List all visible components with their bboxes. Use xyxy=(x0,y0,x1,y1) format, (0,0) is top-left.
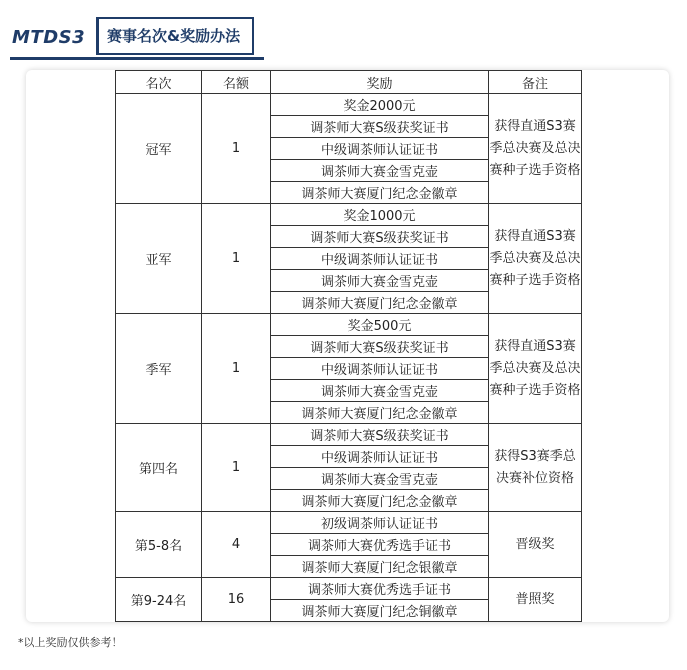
note-cell: 普照奖 xyxy=(489,578,582,622)
rank-cell: 亚军 xyxy=(116,204,202,314)
table-row xyxy=(116,424,582,446)
quota-cell: 4 xyxy=(202,512,271,578)
reward-cell: 初级调茶师认证证书 xyxy=(271,512,489,534)
reward-cell: 中级调茶师认证证书 xyxy=(271,248,489,270)
header-quota: 名额 xyxy=(202,71,271,94)
reward-cell: 调茶师大赛金雪克壶 xyxy=(271,270,489,292)
header-underline xyxy=(10,57,264,60)
reward-cell: 奖金1000元 xyxy=(271,204,489,226)
reward-cell: 中级调茶师认证证书 xyxy=(271,446,489,468)
reward-cell: 调茶师大赛优秀选手证书 xyxy=(271,578,489,600)
reward-cell: 调茶师大赛厦门纪念金徽章 xyxy=(271,292,489,314)
quota-cell: 1 xyxy=(202,204,271,314)
reward-cell: 奖金2000元 xyxy=(271,94,489,116)
table-row xyxy=(116,578,582,600)
header-note: 备注 xyxy=(489,71,582,94)
reward-cell: 调茶师大赛S级获奖证书 xyxy=(271,336,489,358)
note-cell: 晋级奖 xyxy=(489,512,582,578)
table-row xyxy=(116,512,582,534)
table-row xyxy=(116,94,582,116)
reward-cell: 调茶师大赛金雪克壶 xyxy=(271,468,489,490)
rank-cell: 第9-24名 xyxy=(116,578,202,622)
reward-cell: 调茶师大赛金雪克壶 xyxy=(271,380,489,402)
footnote: *以上奖励仅供参考！ xyxy=(18,636,123,649)
section-header xyxy=(8,17,258,59)
section-title: 赛事名次&奖励办法 xyxy=(96,17,254,55)
reward-cell: 调茶师大赛厦门纪念金徽章 xyxy=(271,182,489,204)
table-body xyxy=(116,94,582,622)
quota-cell: 1 xyxy=(202,94,271,204)
header-rank: 名次 xyxy=(116,71,202,94)
header-reward: 奖励 xyxy=(271,71,489,94)
quota-cell: 1 xyxy=(202,424,271,512)
rank-cell: 冠军 xyxy=(116,94,202,204)
brand-label: MTDS3 xyxy=(12,27,86,48)
reward-cell: 调茶师大赛厦门纪念银徽章 xyxy=(271,556,489,578)
note-cell: 获得直通S3赛季总决赛及总决赛种子选手资格 xyxy=(489,314,582,424)
rank-cell: 第5-8名 xyxy=(116,512,202,578)
awards-table xyxy=(115,70,582,622)
reward-cell: 调茶师大赛S级获奖证书 xyxy=(271,424,489,446)
rank-cell: 第四名 xyxy=(116,424,202,512)
reward-cell: 调茶师大赛S级获奖证书 xyxy=(271,226,489,248)
table-header-row xyxy=(116,71,582,94)
rank-cell: 季军 xyxy=(116,314,202,424)
reward-cell: 调茶师大赛金雪克壶 xyxy=(271,160,489,182)
quota-cell: 16 xyxy=(202,578,271,622)
reward-cell: 调茶师大赛厦门纪念铜徽章 xyxy=(271,600,489,622)
note-cell: 获得直通S3赛季总决赛及总决赛种子选手资格 xyxy=(489,204,582,314)
note-cell: 获得直通S3赛季总决赛及总决赛种子选手资格 xyxy=(489,94,582,204)
reward-cell: 奖金500元 xyxy=(271,314,489,336)
reward-cell: 调茶师大赛厦门纪念金徽章 xyxy=(271,490,489,512)
reward-cell: 中级调茶师认证证书 xyxy=(271,358,489,380)
reward-cell: 调茶师大赛厦门纪念金徽章 xyxy=(271,402,489,424)
table-row xyxy=(116,314,582,336)
reward-cell: 调茶师大赛S级获奖证书 xyxy=(271,116,489,138)
reward-cell: 中级调茶师认证证书 xyxy=(271,138,489,160)
reward-cell: 调茶师大赛优秀选手证书 xyxy=(271,534,489,556)
note-cell: 获得S3赛季总决赛补位资格 xyxy=(489,424,582,512)
quota-cell: 1 xyxy=(202,314,271,424)
table-row xyxy=(116,204,582,226)
